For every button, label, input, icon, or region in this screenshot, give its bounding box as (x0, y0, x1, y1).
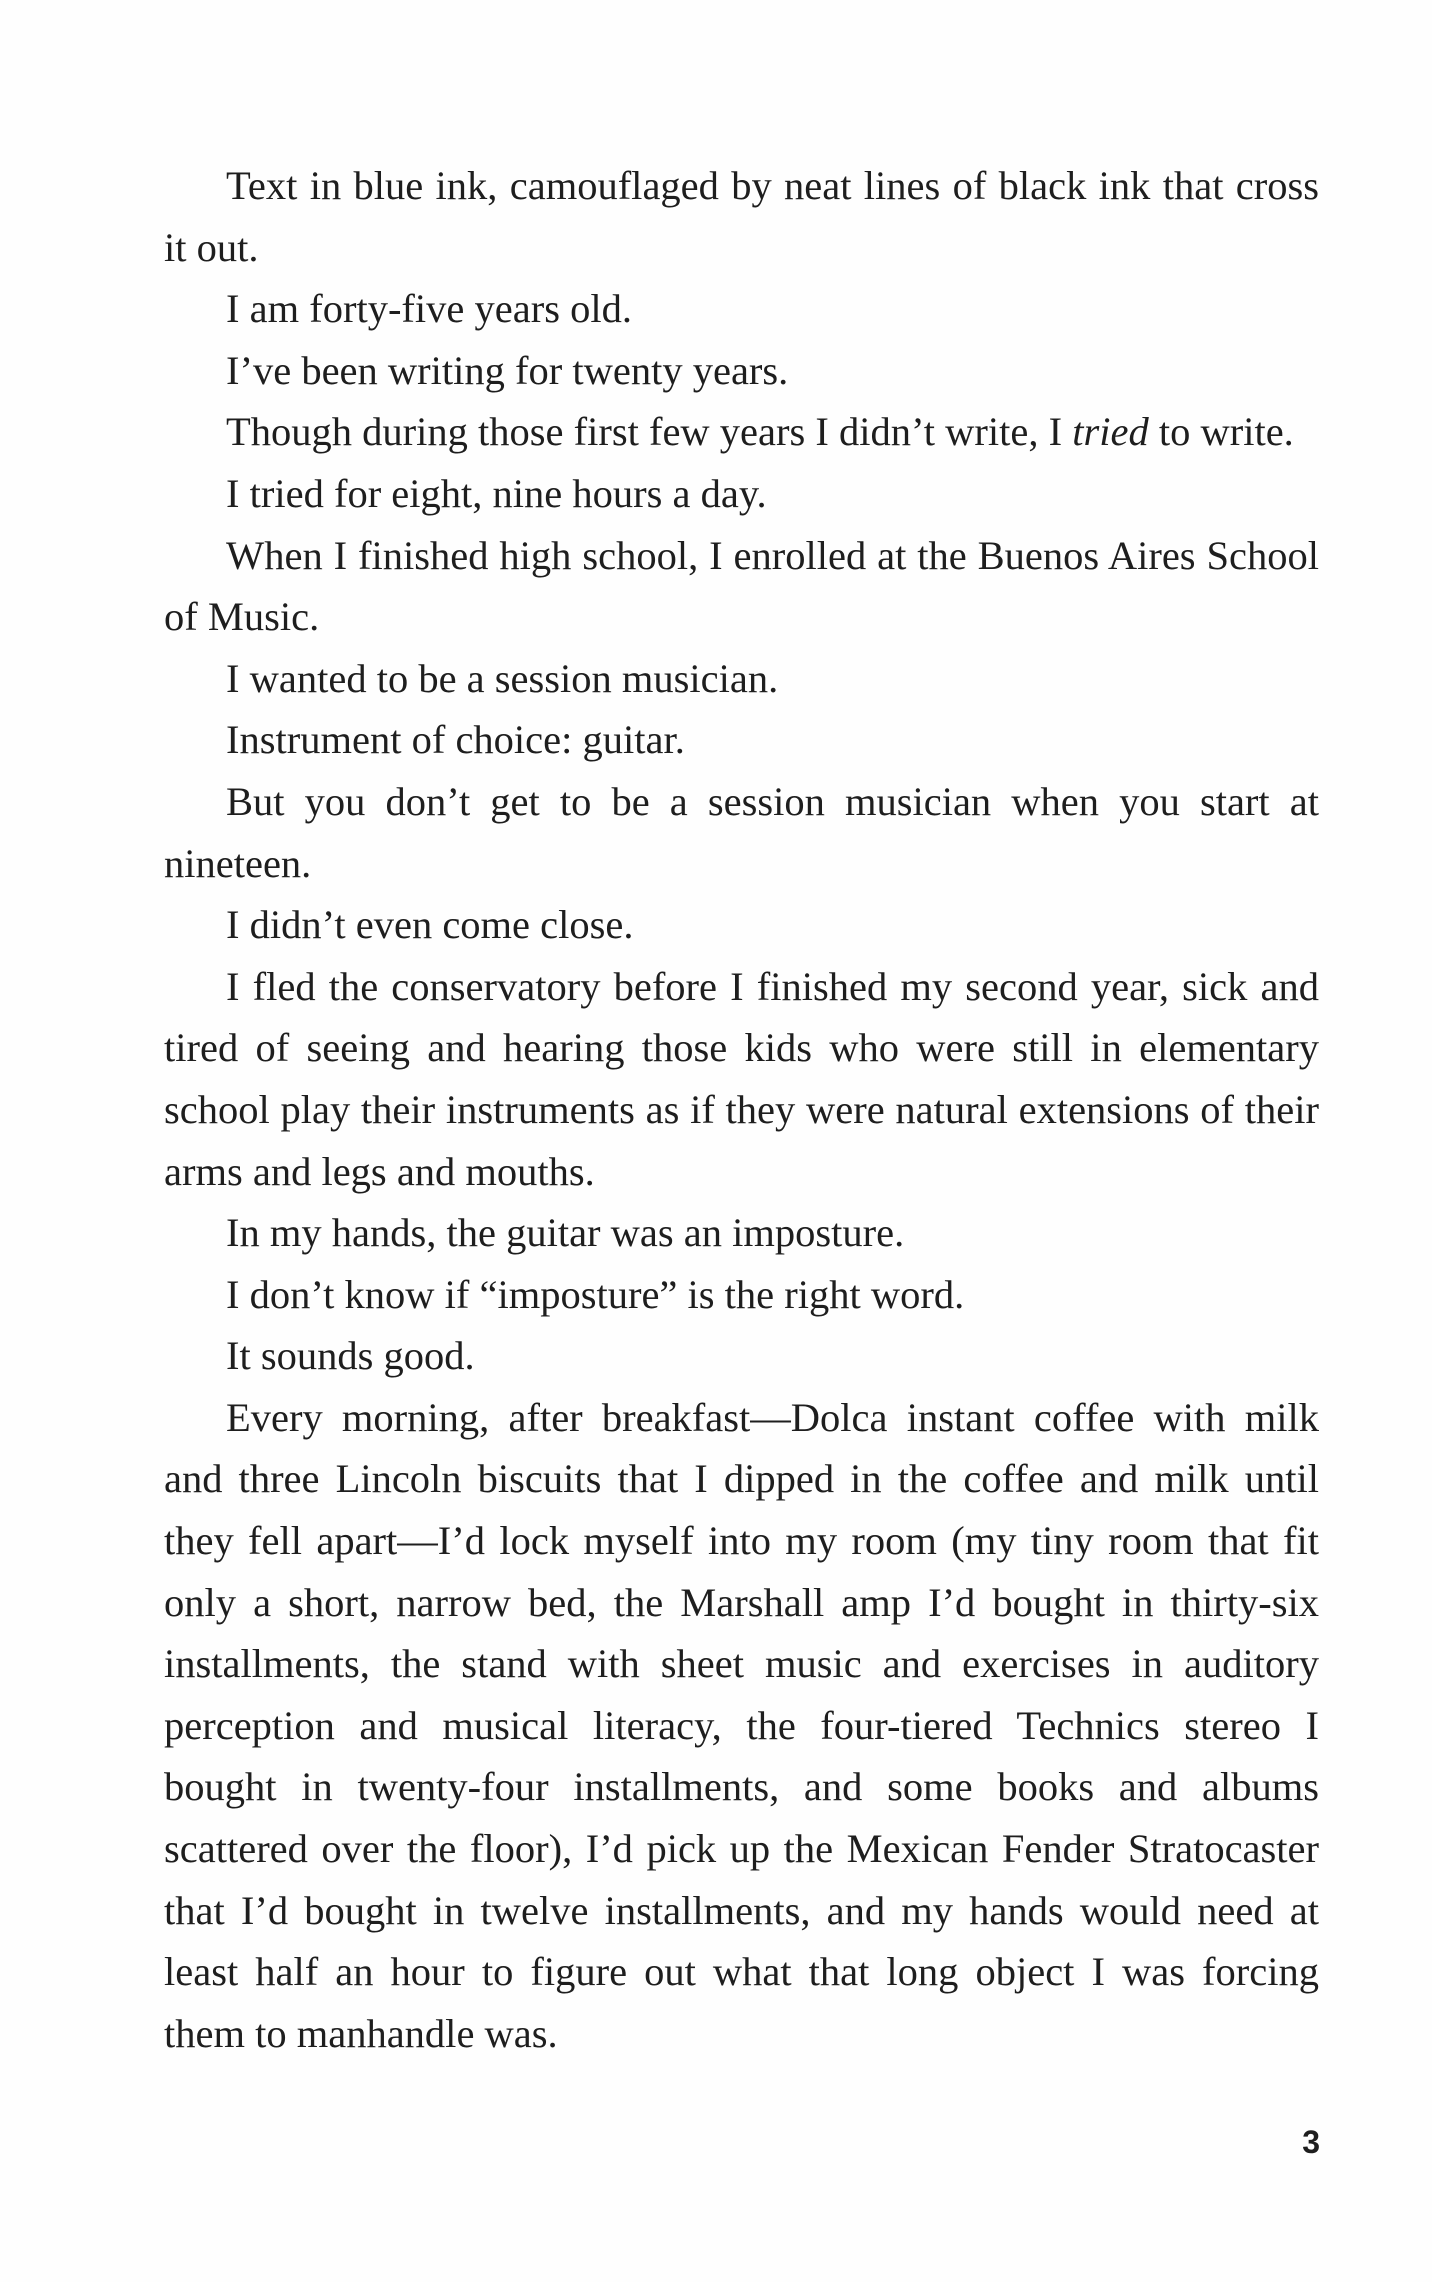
paragraph-14 (164, 1325, 1319, 1387)
paragraph-11 (164, 956, 1319, 1202)
paragraph-text: I don’t know if “imposture” is the right word. (226, 1271, 965, 1317)
paragraph-text: I tried for eight, nine hours a day. (226, 470, 767, 516)
paragraph-12 (164, 1202, 1319, 1264)
paragraph-text: Text in blue ink, camouflaged by neat lines of black ink that cross it out. (164, 163, 1319, 270)
body-text (164, 155, 1319, 2064)
paragraph-text: But you don’t get to be a session musician when you start at nineteen. (164, 778, 1319, 886)
paragraph-15 (164, 1387, 1319, 2065)
paragraph-text: I am forty-five years old. (226, 286, 632, 332)
paragraph-text: I wanted to be a session musician. (226, 655, 779, 701)
paragraph-2 (164, 278, 1319, 340)
paragraph-text: Every morning, after breakfast—Dolca instant coffee with milk and three Lincoln biscuits that I dipped in the coffee and milk until they fell apart—I’d lock myself into my room (my tiny room that fit only a short, narrow bed, the Marshall amp I’d bought in thirty-six installments, the stand with sheet music and exercises in auditory perception and musical literacy, the four-tiered Technics stereo I bought in twenty-four installments, and some books and albums scattered over the floor), I’d pick up the Mexican Fender Stratocaster that I’d bought in twelve installments, and my hands would need at least half an hour to figure out what that long object I was forcing them to manhandle was. (164, 1394, 1319, 2056)
paragraph-13 (164, 1264, 1319, 1326)
paragraph-text: In my hands, the guitar was an imposture. (226, 1210, 905, 1256)
paragraph-1 (164, 155, 1319, 278)
paragraph-text: It sounds good. (226, 1333, 475, 1379)
paragraph-5 (164, 463, 1319, 525)
paragraph-6 (164, 525, 1319, 648)
paragraph-text: Though during those first few years I didn’t write, I (226, 409, 1073, 455)
paragraph-text: I didn’t even come close. (226, 902, 634, 948)
paragraph-text: to write. (1148, 409, 1294, 455)
paragraph-text: Instrument of choice: guitar. (226, 717, 685, 763)
paragraph-4 (164, 401, 1319, 463)
paragraph-9 (164, 771, 1319, 894)
page-number: 3 (1302, 2124, 1320, 2160)
paragraph-10 (164, 894, 1319, 956)
emphasis-text: tried (1072, 409, 1149, 455)
paragraph-7 (164, 648, 1319, 710)
paragraph-text: When I finished high school, I enrolled at the Buenos Aires School of Music. (164, 532, 1319, 640)
paragraph-text: I fled the conservatory before I finished my second year, sick and tired of seeing and hearing those kids who were still in elementary school play their instruments as if they were natural extensions of their arms and legs and mouths. (164, 963, 1319, 1194)
paragraph-8 (164, 709, 1319, 771)
paragraph-3 (164, 340, 1319, 402)
paragraph-text: I’ve been writing for twenty years. (226, 347, 789, 393)
